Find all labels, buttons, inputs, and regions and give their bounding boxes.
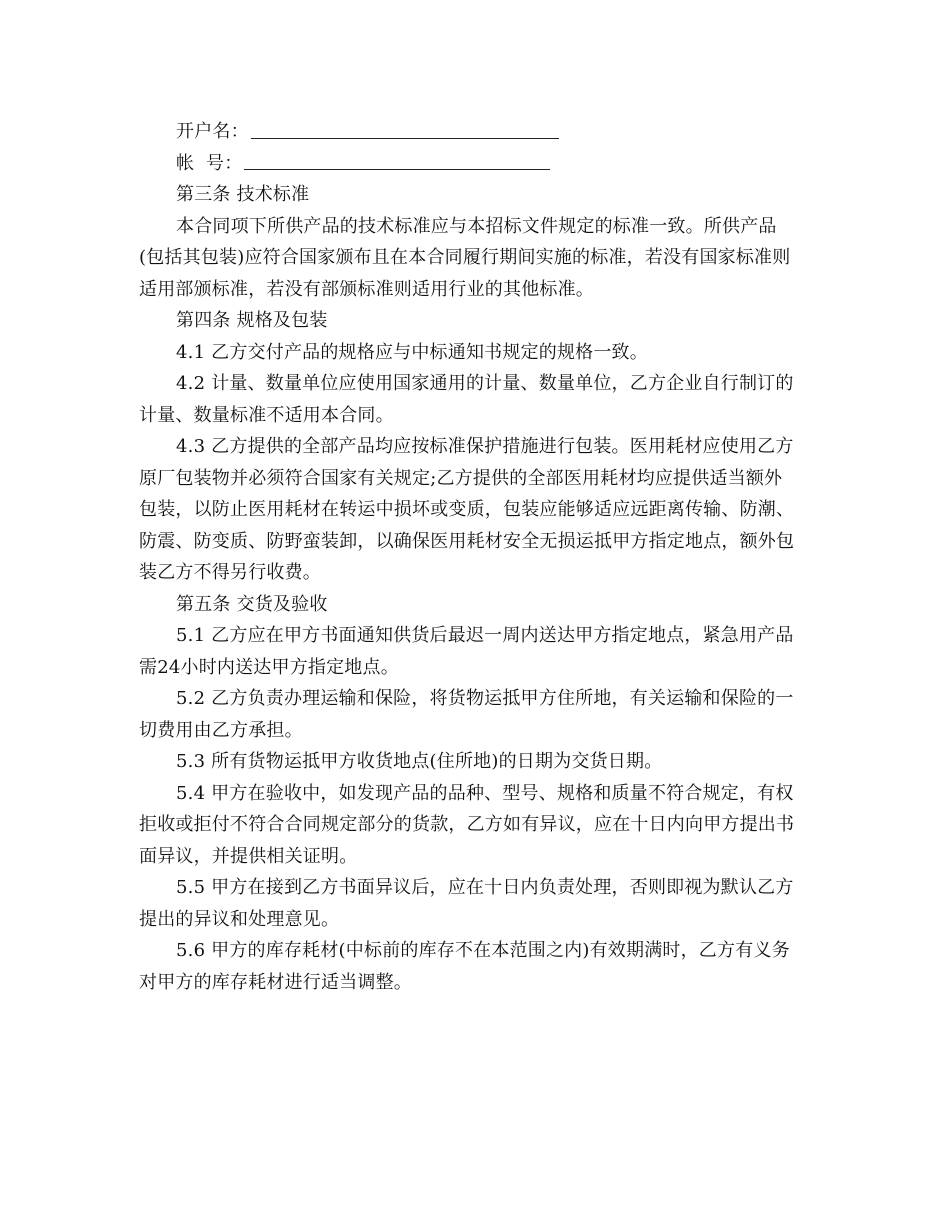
section-paragraph (139, 211, 815, 306)
paragraph-line: 计量、数量标准不适用本合同。 (139, 404, 394, 426)
account-number-blank-line (244, 168, 550, 170)
clause-paragraph (139, 872, 815, 935)
paragraph-line: 防震、防变质、防野蛮装卸，以确保医用耗材安全无损运抵甲方指定地点，额外包 (139, 530, 795, 552)
clause-paragraph (139, 368, 815, 431)
section-heading: 第五条 交货及验收 (176, 593, 328, 615)
account-name-blank-line (251, 137, 559, 139)
paragraph-line: 对甲方的库存耗材进行适当调整。 (139, 971, 412, 993)
clause-paragraph (139, 935, 815, 998)
paragraph-line: 5.5 甲方在接到乙方书面异议后，应在十日内负责处理，否则即视为默认乙方 (176, 877, 794, 898)
paragraph-line: 本合同项下所供产品的技术标准应与本招标文件规定的标准一致。所供产品 (176, 215, 777, 237)
section-heading: 第四条 规格及包装 (176, 310, 328, 331)
account-name-label: 开户名： (176, 121, 249, 142)
paragraph-line: 切费用由乙方承担。 (139, 719, 303, 741)
paragraph-line: 原厂包装物并必须符合国家有关规定;乙方提供的全部医用耗材均应提供适当额外 (139, 467, 783, 489)
paragraph-line: 5.1 乙方应在甲方书面通知供货后最迟一周内送达甲方指定地点，紧急用产品 (176, 625, 794, 646)
paragraph-line: 提出的异议和处理意见。 (139, 908, 340, 930)
account-name-field (139, 116, 815, 148)
paragraph-line: 5.6 甲方的库存耗材(中标前的库存不在本范围之内)有效期满时，乙方有义务 (176, 940, 790, 961)
paragraph-line: 拒收或拒付不符合合同规定部分的货款，乙方如有异议，应在十日内向甲方提出书 (139, 814, 795, 835)
clause-paragraph (139, 337, 815, 369)
paragraph-line: 5.2 乙方负责办理运输和保险，将货物运抵甲方住所地，有关运输和保险的一 (176, 688, 794, 709)
clause-paragraph (139, 778, 815, 873)
account-number-field (139, 148, 815, 180)
paragraph-line: (包括其包装)应符合国家颁布且在本合同履行期间实施的标准，若没有国家标准则 (139, 247, 791, 268)
paragraph-line: 需24小时内送达甲方指定地点。 (139, 656, 399, 678)
clause-paragraph (139, 683, 815, 746)
paragraph-line: 4.3 乙方提供的全部产品均应按标准保护措施进行包装。医用耗材应使用乙方 (176, 436, 794, 457)
paragraph-line: 面异议，并提供相关证明。 (139, 845, 358, 867)
section-heading: 第三条 技术标准 (176, 184, 310, 205)
paragraph-line: 5.4 甲方在验收中，如发现产品的品种、型号、规格和质量不符合规定，有权 (176, 782, 794, 804)
paragraph-line: 包装，以防止医用耗材在转运中损坏或变质，包装应能够适应远距离传输、防潮、 (139, 499, 795, 520)
account-number-label: 帐 号： (176, 152, 243, 174)
clause-paragraph (139, 746, 815, 778)
clause-paragraph (139, 431, 815, 589)
paragraph-line: 4.1 乙方交付产品的规格应与中标通知书规定的规格一致。 (176, 341, 648, 363)
paragraph-line: 4.2 计量、数量单位应使用国家通用的计量、数量单位，乙方企业自行制订的 (176, 373, 794, 394)
clause-paragraph (139, 620, 815, 683)
paragraph-line: 适用部颁标准，若没有部颁标准则适用行业的其他标准。 (139, 278, 594, 300)
paragraph-line: 装乙方不得另行收费。 (139, 562, 321, 583)
paragraph-line: 5.3 所有货物运抵甲方收货地点(住所地)的日期为交货日期。 (176, 751, 663, 772)
contract-body (139, 116, 815, 998)
